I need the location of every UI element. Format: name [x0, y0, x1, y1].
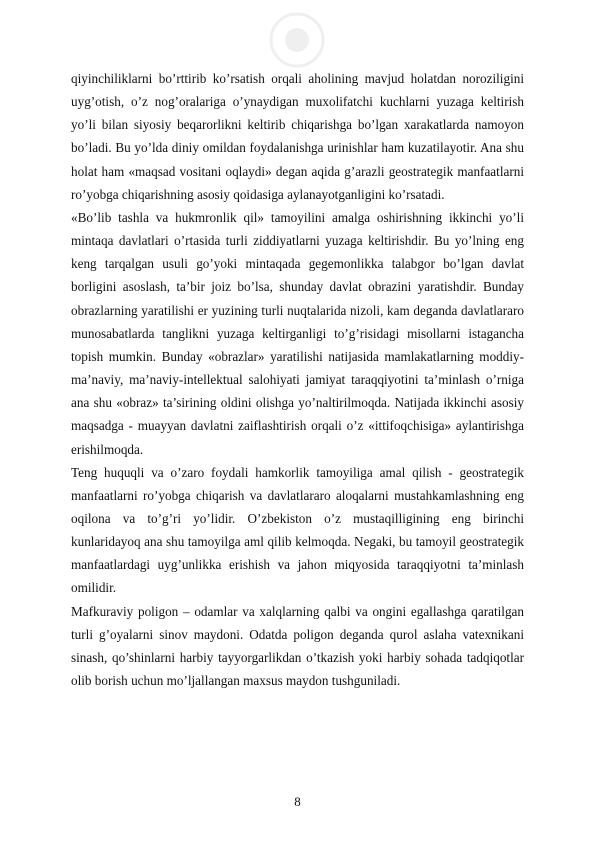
- paragraph-3: Teng huquqli va o’zaro foydali hamkorlik tamoyiliga amal qilish - geostrategik manfaatlarni ro’yobga chiqarish va davlatlararo aloqalarni mustahkamlashning eng oqilona va to’g’ri yo’lidir. O’zbekiston o’z mustaqilligining eng birinchi kunlaridayoq ana shu tamoyilga aml qilib kelmoqda. Negaki, bu tamoyil geostrategik manfaatlardagi uyg’unlikka erishish va jahon miqyosida taraqqiyotni ta’minlash omilidir.: [71, 464, 524, 596]
- paragraph-4: Mafkuraviy poligon – odamlar va xalqlarning qalbi va ongini egallashga qaratilgan turli g’oyalarni sinov maydoni. Odatda poligon deganda qurol aslaha vatexnikani sinash, qo’shinlarni harbiy tayyorgarlikdan o’tkazish yoki harbiy sohada tadqiqotlar olib borish uchun mo’ljallangan maxsus maydon tushguniladi.: [71, 603, 524, 689]
- paragraph-2: «Bo’lib tashla va hukmronlik qil» tamoyilini amalga oshirishning ikkinchi yo’li mintaqa davlatlari o’rtasida turli ziddiyatlarni yuzaga keltirishdir. Bu yo’lning eng keng tarqalgan usuli go’yoki mintaqada gegemonlikka talabgor bo’lgan davlat borligini asoslash, ta’bir joiz bo’lsa, shunday davlat obrazini yaratishdir. Bunday obrazlarning yaratilishi er yuzining turli nuqtalarida nizoli, kam deganda davlatlararo munosabatlarda tanglikni yuzaga keltirganligi to’g’risidagi misollarni istagancha topish mumkin. Bunday «obrazlar» yaratilishi natijasida mamlakatlarning moddiy-ma’naviy, ma’naviy-intellektual salohiyati jamiyat taraqqiyotini ta’minlash o’rniga ana shu «obraz» ta’sirining oldini olishga yo’naltirilmoqda. Natijada ikkinchi asosiy maqsadga - muayyan davlatni zaiflashtirish orqali o’z «ittifoqchisiga» aylantirishga erishilmoqda.: [71, 209, 524, 457]
- document-body: [71, 67, 524, 692]
- paragraph-1: qiyinchiliklarni bo’rttirib ko’rsatish orqali aholining mavjud holatdan noroziligini uyg’otish, o’z nog’oralariga o’ynaydigan muxolifatchi kuchlarni yuzaga keltirish yo’li bilan siyosiy beqarorlikni keltirib chiqarishga bo’lgan xarakatlarda namoyon bo’ladi. Bu yo’lda diniy omildan foydalanishga urinishlar ham kuzatilayotir. Ana shu holat ham «maqsad vositani oqlaydi» degan aqida g’arazli geostrategik manfaatlarni ro’yobga chiqarishning asosiy qoidasiga aylanayotganligini ko’rsatadi.: [71, 71, 524, 202]
- page-number: 8: [294, 794, 301, 809]
